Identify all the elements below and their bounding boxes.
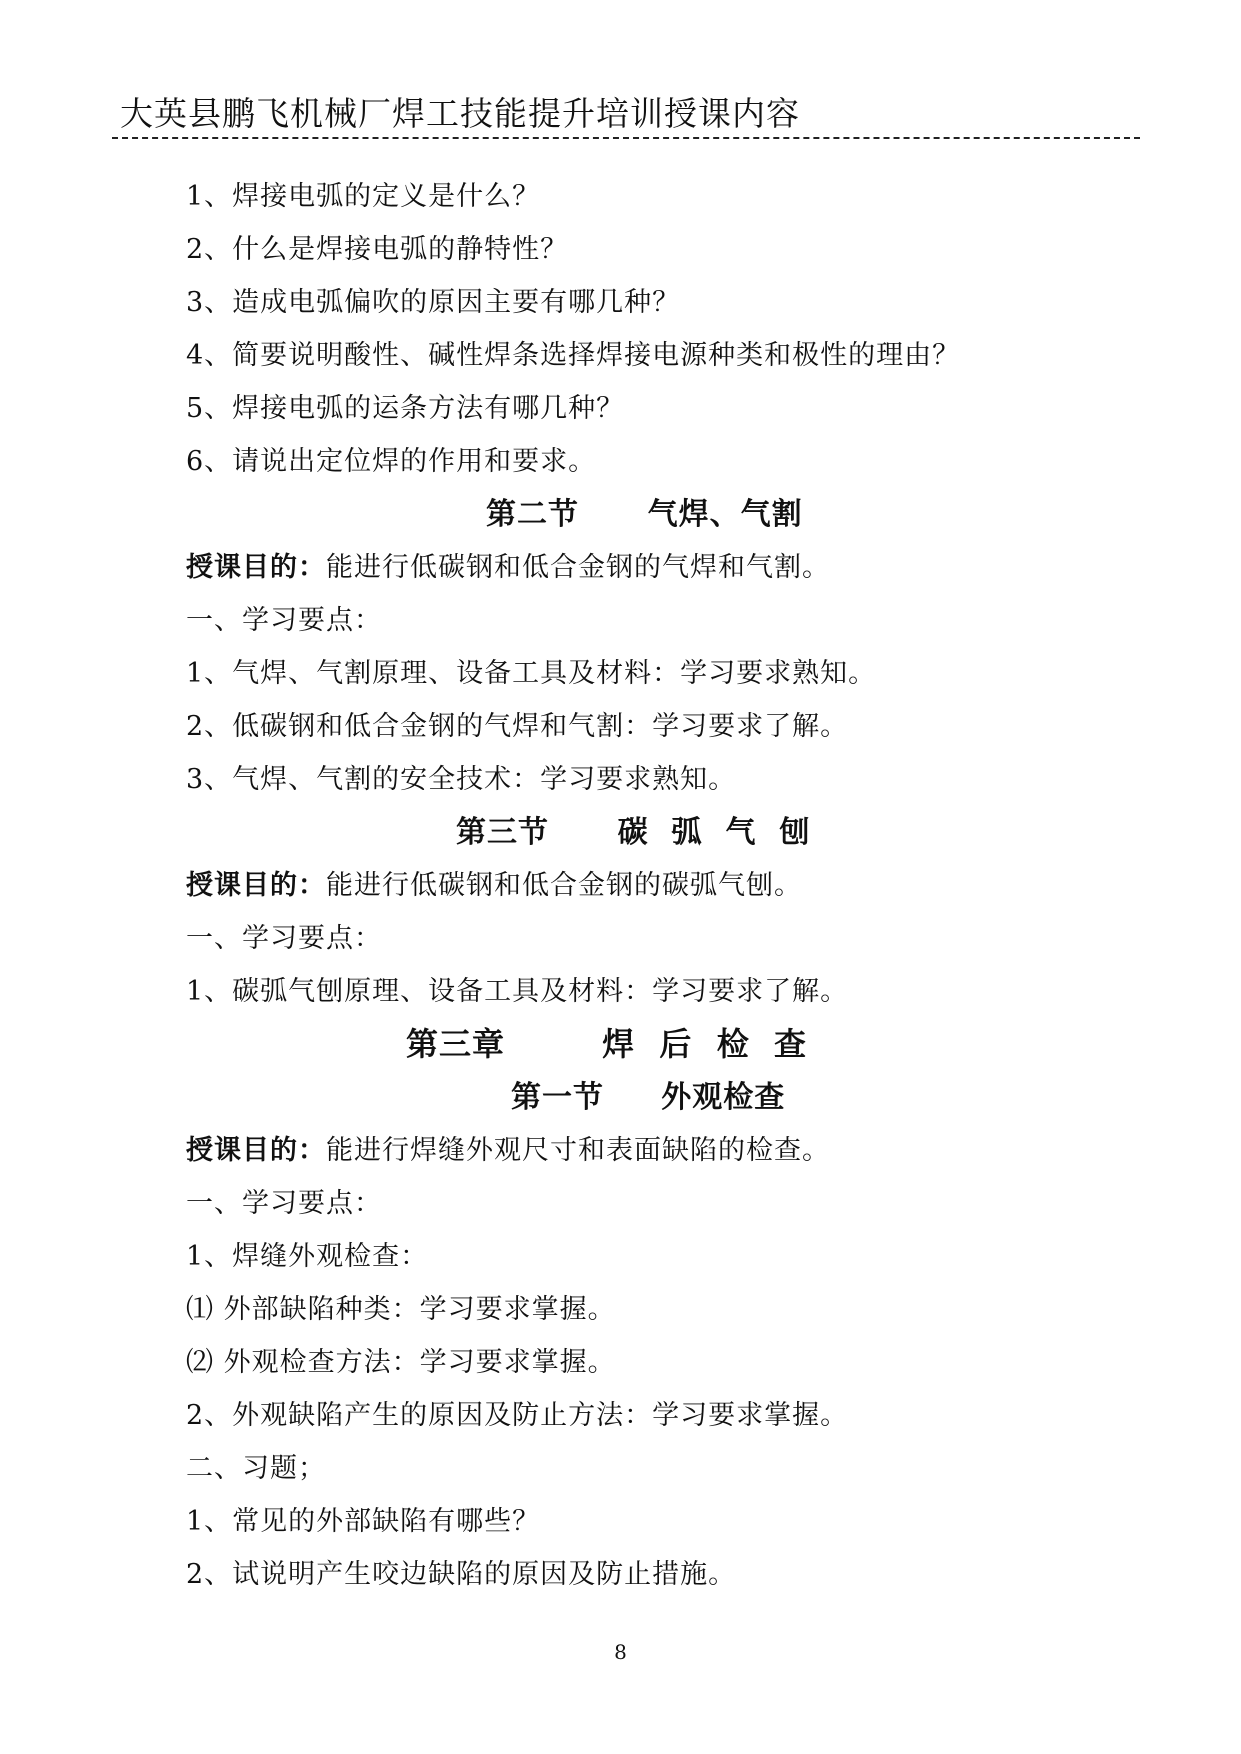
point-item: 3、气焊、气割的安全技术：学习要求熟知。 (186, 764, 737, 795)
chapter-3-section-1-heading: 第一节 外观检查 (511, 1080, 786, 1115)
page-number: 8 (614, 1640, 627, 1664)
section-2-heading: 第二节 气焊、气割 (486, 497, 803, 532)
exercise-item: 2、试说明产生咬边缺陷的原因及防止措施。 (186, 1559, 737, 1590)
objective-text: 能进行低碳钢和低合金钢的气焊和气割。 (326, 552, 830, 583)
section-3-heading: 第三节 碳 弧 气 刨 (456, 815, 811, 850)
document-body (186, 170, 1086, 1601)
question-item: 3、造成电弧偏吹的原因主要有哪几种？ (186, 287, 681, 318)
objective-label: 授课目的： (186, 552, 326, 583)
section-2-objective (186, 541, 1086, 594)
question-item: 4、简要说明酸性、碱性焊条选择焊接电源种类和极性的理由？ (186, 340, 961, 371)
points-heading: 一、学习要点： (186, 923, 382, 954)
point-item: ⑵ 外观检查方法：学习要求掌握。 (186, 1347, 616, 1378)
chapter-3-heading: 第三章 焊 后 检 查 (406, 1025, 807, 1063)
points-heading: 一、学习要点： (186, 1188, 382, 1219)
page-header-title: 大英县鹏飞机械厂焊工技能提升培训授课内容 (120, 94, 800, 133)
exercises-heading: 二、习题； (186, 1453, 326, 1484)
question-item: 5、焊接电弧的运条方法有哪几种？ (186, 393, 625, 424)
point-item: ⑴ 外部缺陷种类：学习要求掌握。 (186, 1294, 616, 1325)
question-item: 6、请说出定位焊的作用和要求。 (186, 446, 597, 477)
point-item: 1、碳弧气刨原理、设备工具及材料：学习要求了解。 (186, 976, 849, 1007)
question-item: 2、什么是焊接电弧的静特性？ (186, 234, 569, 265)
objective-text: 能进行低碳钢和低合金钢的碳弧气刨。 (326, 870, 802, 901)
section-3-objective (186, 859, 1086, 912)
objective-label: 授课目的： (186, 1135, 326, 1166)
objective-text: 能进行焊缝外观尺寸和表面缺陷的检查。 (326, 1135, 830, 1166)
exercise-item: 1、常见的外部缺陷有哪些？ (186, 1506, 541, 1537)
points-heading: 一、学习要点： (186, 605, 382, 636)
point-item: 1、焊缝外观检查： (186, 1241, 429, 1272)
question-item: 1、焊接电弧的定义是什么？ (186, 181, 541, 212)
point-item: 2、低碳钢和低合金钢的气焊和气割：学习要求了解。 (186, 711, 849, 742)
point-item: 1、气焊、气割原理、设备工具及材料：学习要求熟知。 (186, 658, 877, 689)
header-divider (112, 137, 1140, 139)
objective-label: 授课目的： (186, 870, 326, 901)
point-item: 2、外观缺陷产生的原因及防止方法：学习要求掌握。 (186, 1400, 849, 1431)
chapter-3-section-1-objective (186, 1124, 1086, 1177)
